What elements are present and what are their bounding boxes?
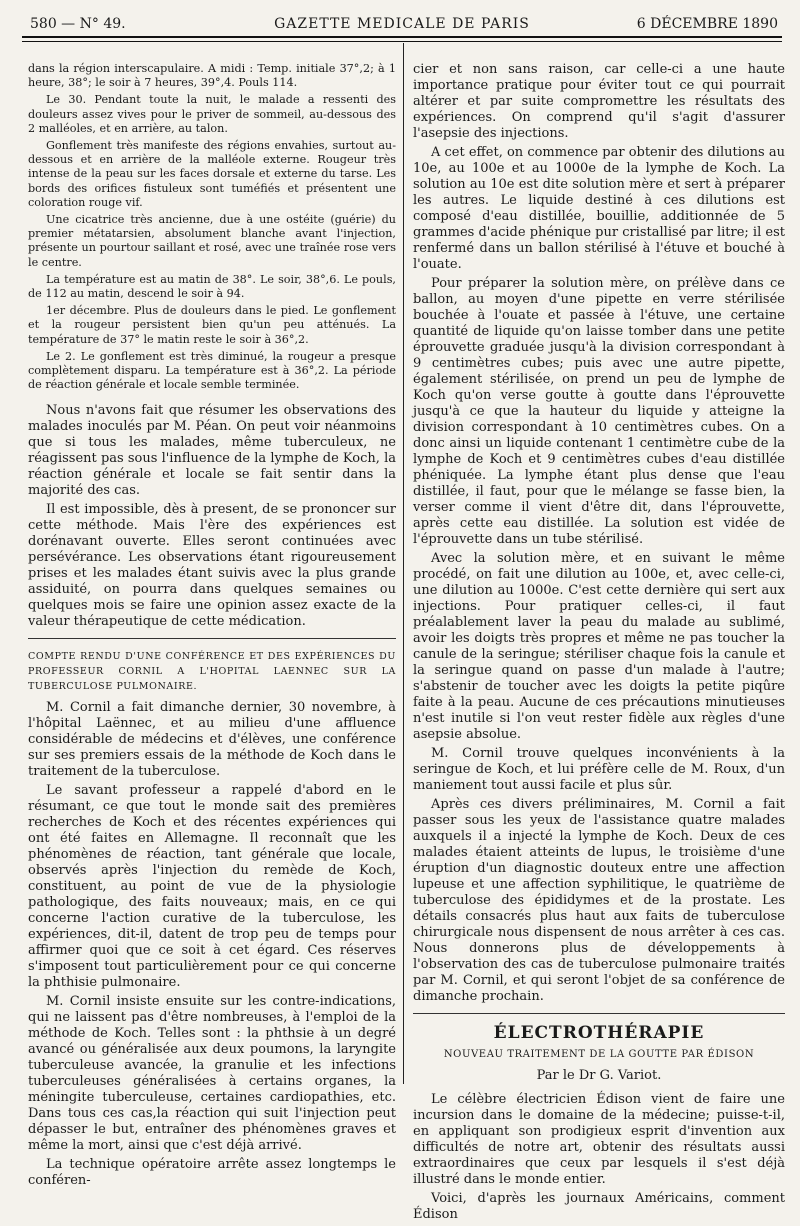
page-header xyxy=(22,12,782,36)
byline: Par le Dr G. Variot. xyxy=(536,1068,662,1084)
paragraph: dans la région interscapulaire. A midi : Temp. initiale 37°,2; à 1 heure, 38°; le soir à 7 heures, 39°,4. Pouls 114. xyxy=(28,62,396,90)
paragraph: M. Cornil a fait dimanche dernier, 30 novembre, à l'hôpital Laënnec, et au milieu d'une affluence considérable de médecins et d'élèves, une conférence sur ses premiers essais de la méthode de Koch dans le traitement de la tuberculose. xyxy=(28,700,396,780)
paragraph: Après ces divers préliminaires, M. Cornil a fait passer sous les yeux de l'assistance quatre malades auxquels il a injecté la lymphe de Koch. Deux de ces malades étaient atteints de lupus, le troisième d'une éruption d'un diagnostic douteux entre une affection lupeuse et une affection syphilitique, le quatrième de tuberculose des épididymes et de la prostate. Les détails consacrés plus haut aux faits de tuberculose chirurgicale nous dispensent de nous arrêter à ces cas. Nous donnerons plus de développements à l'observation des cas de tuberculose pulmonaire traités par M. Cornil, et qui seront l'objet de sa conférence de dimanche prochain. xyxy=(413,797,785,1004)
paragraph: Le 2. Le gonflement est très diminué, la rougeur a presque complètement disparu. La température est à 36°,2. La période de réaction générale et locale semble terminée. xyxy=(28,349,396,392)
paragraph: Avec la solution mère, et en suivant le même procédé, on fait une dilution au 100e, et, avec celle-ci, une dilution au 1000e. C'est cette dernière qui sert aux injections. Pour pratiquer celles-ci, il faut préalablement laver la peau du malade au sublimé, avoir les doigts très propres et même ne pas toucher la canule de la seringue; stériliser chaque fois la canule et la seringue quand on passe d'un malade à l'autre; s'abstenir de toucher avec les doigts la petite piqûre faite à la peau. Aucune de ces précautions minutieuses n'est inutile si l'on veut rester fidèle aux règles d'une asepsie absolue. xyxy=(413,551,785,742)
section-title: COMPTE RENDU D'UNE CONFÉRENCE ET DES EXPÉRIENCES DU PROFESSEUR CORNIL A L'HOPITAL LAENNEC SUR LA TUBERCULOSE PULMONAIRE. xyxy=(28,651,396,693)
paragraph: Le célèbre électricien Édison vient de faire une incursion dans le domaine de la médecine; puisse-t-il, en appliquant son prodigieux esprit d'invention aux difficultés de notre art, obtenir des résultats aussi extraordinaires que ceux par lesquels il s'est déjà illustré dans le monde entier. xyxy=(413,1091,785,1187)
paragraph: M. Cornil insiste ensuite sur les contre-indications, qui ne laissent pas d'être nombreuses, à l'emploi de la méthode de Koch. Telles sont : la phthsie à un degré avancé ou généralisée aux deux poumons, la laryngite tuberculeuse avancée, la granulie et les infections tuberculeuses généralisées à certains organes, la méningite tuberculeuse, certaines cardiopathies, etc. Dans tous ces cas,la réaction qui suit l'injection peut dépasser le but, entraîner des phénomènes graves et même la mort, ainsi que c'est déjà arrivé. xyxy=(28,994,396,1154)
header-rule-thin xyxy=(22,41,782,42)
section-divider xyxy=(413,1013,785,1014)
paragraph: Le 30. Pendant toute la nuit, le malade a ressenti des douleurs assez vives pour le priver de sommeil, au-dessous des 2 malléoles, et en arrière, au talon. xyxy=(28,93,396,135)
paragraph: cier et non sans raison, car celle-ci a une haute importance pratique pour éviter tout ce qui pourrait altérer et par suite compromettre les résultats des expériences. On comprend qu'il s'agit d'assurer l'asepsie des injections. xyxy=(413,62,785,141)
section-heading: ÉLECTROTHÉRAPIE xyxy=(493,1023,705,1043)
column-divider xyxy=(403,43,404,1084)
journal-title: GAZETTE MEDICALE DE PARIS xyxy=(274,16,530,32)
paragraph: Le savant professeur a rappelé d'abord en le résumant, ce que tout le monde sait des premières recherches de Koch et des récentes expériences qui ont été faites en Allemagne. Il reconnaît que les phénomènes de réaction, tant générale que locale, observés après l'injection du remède de Koch, constituent, au point de vue de la physiologie pathologique, des faits nouveaux; mais, en ce qui concerne l'action curative de la tuberculose, les expériences, dit-il, datent de trop peu de temps pour affirmer quoi que ce soit à cet égard. Ces réserves s'imposent tout particulièrement pour ce qui concerne la phthisie pulmonaire. xyxy=(28,783,396,991)
paragraph: A cet effet, on commence par obtenir des dilutions au 10e, au 100e et au 1000e de la lymphe de Koch. La solution au 10e est dite solution mère et sert à préparer les autres. Le liquide destiné à ces dilutions est composé d'eau distillée, bouillie, additionnée de 5 grammes d'acide phénique pur cristallisé par litre; il est renfermé dans un ballon stérilisé à l'étuve et bouché à l'ouate. xyxy=(413,145,785,272)
right-column xyxy=(413,62,785,1226)
paragraph: Nous n'avons fait que résumer les observations des malades inoculés par M. Péan. On peut voir néanmoins que si tous les malades, même tuberculeux, ne réagissent pas sous l'influence de la lymphe de Koch, la réaction générale et locale se fait sentir dans la majorité des cas. xyxy=(28,403,396,499)
paragraph: Une cicatrice très ancienne, due à une ostéite (guérie) du premier métatarsien, absolument blanche avant l'injection, présente un pourtour saillant et rosé, avec une traînée rose vers le centre. xyxy=(28,213,396,269)
section-divider xyxy=(28,638,396,639)
article-subheading: NOUVEAU TRAITEMENT DE LA GOUTTE PAR ÉDISON xyxy=(443,1049,755,1061)
paragraph: Pour préparer la solution mère, on prélève dans ce ballon, au moyen d'une pipette en verre stérilisée bouchée à l'ouate et passée à l'étuve, une certaine quantité de liquide qu'on laisse tomber dans une petite éprouvette graduée jusqu'à la division correspondant à 9 centimètres cubes; puis avec une autre pipette, également stérilisée, on prend un peu de lymphe de Koch qu'on verse goutte à goutte dans l'éprouvette jusqu'à ce que la hauteur du liquide y atteigne la division correspondant à 10 centimètres cubes. On a donc ainsi un liquide contenant 1 centimètre cube de la lymphe de Koch et 9 centimètres cubes d'eau distillée phéniquée. La lymphe étant plus dense que l'eau distillée, il faut, pour que le mélange se fasse bien, la verser comme il vient d'être dit, dans l'éprouvette, après cette eau distillée. La solution est vidée de l'éprouvette dans un tube stérilisé. xyxy=(413,276,785,547)
header-rule xyxy=(22,36,782,38)
paragraph: La technique opératoire arrête assez longtemps le conféren- xyxy=(28,1157,396,1189)
paragraph: 1er décembre. Plus de douleurs dans le pied. Le gonflement et la rougeur persistent bien qu'un peu atténués. La température de 37° le matin reste le soir à 36°,2. xyxy=(28,304,396,346)
paragraph: Il est impossible, dès à present, de se prononcer sur cette méthode. Mais l'ère des expériences est dorénavant ouverte. Elles seront continuées avec persévérance. Les observations étant rigoureusement prises et les malades étant suivis avec la plus grande assiduité, on pourra dans quelques semaines ou quelques mois se faire une opinion assez exacte de la valeur thérapeutique de cette médication. xyxy=(28,502,396,630)
paragraph: Gonflement très manifeste des régions envahies, surtout au-dessous et en arrière de la malléole externe. Rougeur très intense de la peau sur les faces dorsale et externe du tarse. Les bords des orifices fistuleux sont tuméfiés et présentent une coloration rouge vif. xyxy=(28,139,396,209)
issue-date: 6 DÉCEMBRE 1890 xyxy=(636,16,778,32)
paragraph: M. Cornil trouve quelques inconvénients à la seringue de Koch, et lui préfère celle de M. Roux, d'un maniement tout aussi facile et plus sûr. xyxy=(413,746,785,793)
page-number: 580 — N° 49. xyxy=(30,16,126,32)
paragraph: Voici, d'après les journaux Américains, comment Édison xyxy=(413,1190,785,1222)
left-column xyxy=(28,62,396,1192)
paragraph: La température est au matin de 38°. Le soir, 38°,6. Le pouls, de 112 au matin, descend le soir à 94. xyxy=(28,272,396,301)
